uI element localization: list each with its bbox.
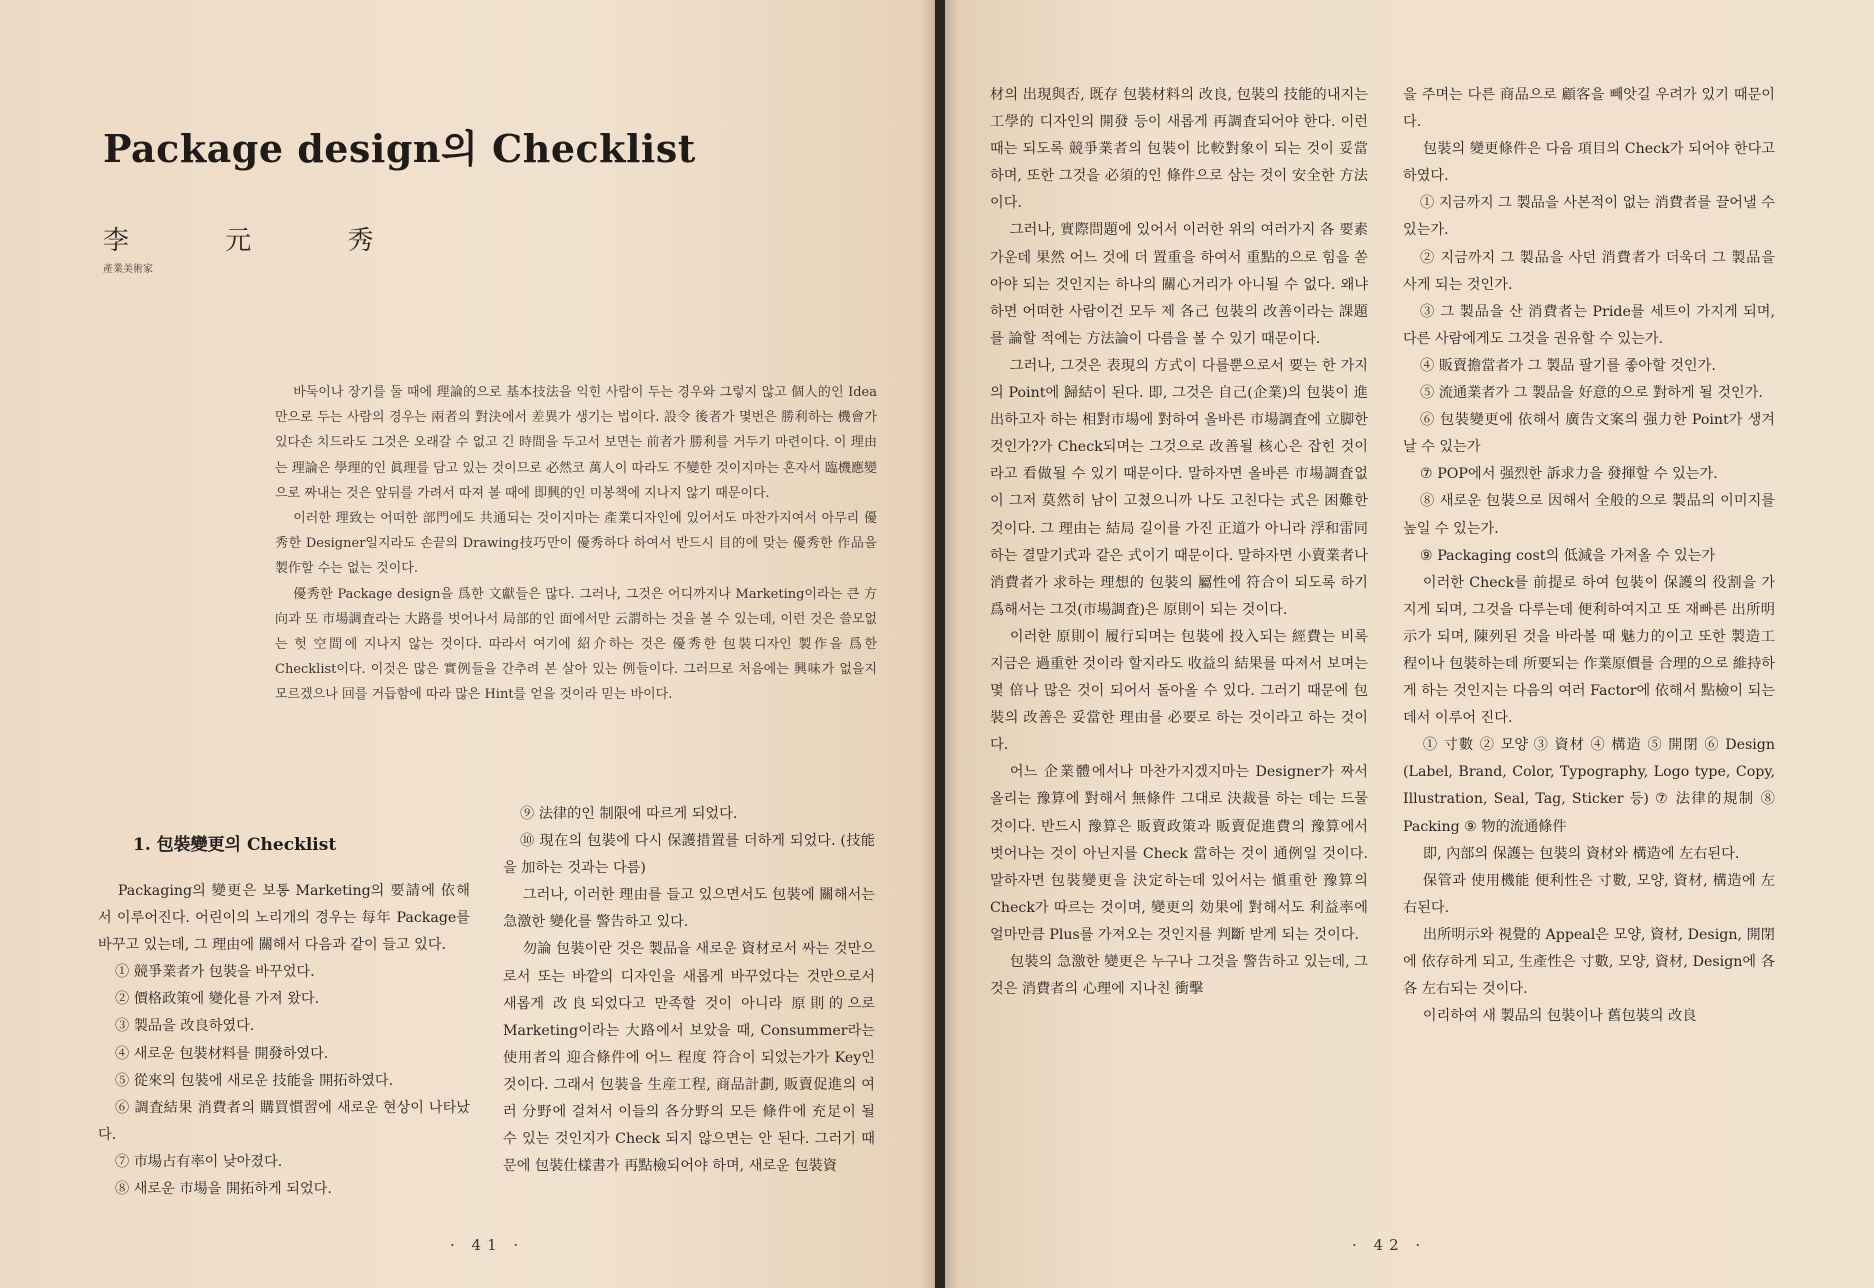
left-page	[0, 0, 935, 1288]
paragraph: 그러나, 이러한 理由를 들고 있으면서도 包裝에 關해서는 急激한 變化를 警告하고 있다.	[503, 887, 875, 931]
paragraph: 即, 內部의 保護는 包裝의 資材와 構造에 左右된다.	[1422, 845, 1740, 862]
list-item: ④ 새로운 包裝材料를 開發하였다.	[115, 1045, 329, 1062]
left-column-2	[503, 801, 875, 1180]
paragraph: 包裝의 變更條件은 다음 項目의 Check가 되어야 한다고 하였다.	[1403, 141, 1775, 185]
section-heading: 1. 包裝變更의 Checklist	[133, 835, 337, 855]
article-title: Package design의 Checklist	[103, 126, 696, 171]
list-item: ⑤ 從來의 包裝에 새로운 技能을 開拓하였다.	[115, 1072, 394, 1089]
paragraph: 어느 企業體에서나 마찬가지겠지마는 Designer가 짜서 올리는 豫算에 對해서 無條件 그대로 決裁를 하는 데는 드물 것이다. 반드시 豫算은 販賣政策과 販賣促進費의 豫算에서 벗어나는 것이 아닌지를 Check 當하는 것이 通例일 것이다. 말하자면 包裝變更을 決定하는데 있어서는 愼重한 豫算의 Check가 따르는 것이며, 變更의 効果에 對해서도 利益率에 얼마만큼 Plus를 가져오는 것인지를 判斷 받게 되는 것이다.	[990, 764, 1368, 943]
list-item: ① 競爭業者가 包裝을 바꾸었다.	[115, 964, 315, 981]
list-item: ④ 販賣擔當者가 그 製品 팔기를 좋아할 것인가.	[1420, 357, 1716, 374]
list-item: ③ 製品을 改良하였다.	[115, 1018, 255, 1035]
right-page	[945, 0, 1874, 1288]
right-column-2	[1403, 82, 1775, 1030]
list-item: ③ 그 製品을 산 消費者는 Pride를 세트이 가지게 되며, 다른 사람에게도 그것을 권유할 수 있는가.	[1403, 303, 1775, 347]
intro-paragraph: 바둑이나 장기를 둘 때에 理論的으로 基本技法을 익힌 사람이 두는 경우와 그렇지 않고 個人的인 Idea만으로 두는 사람의 경우는 兩者의 對決에서 差異가 생기는 법이다. 設令 後者가 몇번은 勝利하는 機會가 있다손 치드라도 그것은 오래갈 수 없고 긴 時間을 두고서 보면는 前者가 勝利를 거두기 마련이다. 이 理由는 理論은 學理的인 眞理를 담고 있는 것이므로 必然코 萬人이 따라도 不變한 것이지마는 혼자서 臨機應變으로 짜내는 것은 앞뒤를 가려서 따져 볼 때에 即興的인 미봉책에 지나지 않기 때문이다.	[275, 385, 877, 501]
list-item: ② 지금까지 그 製品을 사던 消費者가 더욱더 그 製品을 사게 되는 것인가.	[1403, 249, 1775, 293]
list-item: ⑧ 새로운 包裝으로 因해서 全般的으로 製品의 이미지를 높일 수 있는가.	[1403, 493, 1775, 537]
page-number: · 41 ·	[450, 1236, 525, 1254]
paragraph: 包裝의 急激한 變更은 누구나 그것을 警告하고 있는데, 그것은 消費者의 心理에 지나친 衝擊	[990, 954, 1368, 998]
gutter-shadow	[945, 0, 959, 1288]
author-name: 李 元 秀	[103, 226, 418, 256]
paragraph: 出所明示와 視覺的 Appeal은 모양, 資材, Design, 開閉에 依存하게 되고, 生產性은 寸數, 모양, 資材, Design에 各各 左右되는 것이다.	[1403, 926, 1775, 998]
paragraph: 그러나, 實際問題에 있어서 이러한 위의 여러가지 各 要素 가운데 果然 어느 것에 더 置重을 하여서 重點的으로 힘을 쏟아야 되는 것인지는 하나의 關心거리가 아니될 수 없다. 왜냐하면 어떠한 사람이건 모두 제 各己 包裝의 改善이라는 課題를 論할 적에는 方法論이 다름을 볼 수 있기 때문이다.	[990, 222, 1368, 347]
list-item: ⑤ 流通業者가 그 製品을 好意的으로 對하게 될 것인가.	[1420, 385, 1763, 402]
paragraph: Packaging의 變更은 보통 Marketing의 要請에 依해서 이루어진다. 어린이의 노리개의 경우는 每年 Package를 바꾸고 있는데, 그 理由에 關해서 다음과 같이 들고 있다.	[98, 883, 470, 954]
list-item: ⑦ POP에서 强烈한 訴求力을 發揮할 수 있는가.	[1420, 466, 1718, 483]
paragraph: 이리하여 새 製品의 包裝이나 舊包裝의 改良	[1422, 1008, 1697, 1025]
list-item: ⑧ 새로운 市場을 開拓하게 되었다.	[115, 1181, 332, 1198]
paragraph: 이러한 Check를 前提로 하여 包裝이 保護의 役割을 가지게 되며, 그것을 다루는데 便利하여지고 또 재빠른 出所明示가 되며, 陳列된 것을 바라볼 때 魅力的이고 또한 製造工程이나 包裝하는데 所要되는 作業原價를 合理的으로 維持하게 하는 것인지는 다음의 여러 Factor에 依해서 點檢이 되는 데서 이루어 진다.	[1403, 574, 1775, 727]
paragraph: ① 寸數 ② 모양 ③ 資材 ④ 構造 ⑤ 開閉 ⑥ Design (Label, Brand, Color, Typography, Logo type, Copy, Illustration, Seal, Tag, Sticker 등) ⑦ 法律的規制 ⑧ Packing ⑨ 物的流通條件	[1403, 737, 1775, 835]
list-item: ② 價格政策에 變化를 가져 왔다.	[115, 991, 320, 1008]
author-affiliation: 產業美術家	[103, 264, 153, 275]
page-number: · 42 ·	[1352, 1236, 1427, 1254]
gutter-shadow	[921, 0, 935, 1288]
paragraph: 그러나, 그것은 表現의 方式이 다를뿐으로서 要는 한 가지의 Point에 歸結이 된다. 即, 그것은 自己(企業)의 包裝이 進出하고자 하는 相對市場에 對하여 올바른 市場調査에 立脚한 것인가?가 Check되며는 그것으로 改善될 核心은 잡힌 것이라고 看做될 수 있기 때문이다. 말하자면 올바른 市場調査없이 그저 莫然히 남이 고쳤으니까 나도 고친다는 式은 困難한 것이다. 그 理由는 結局 길이를 가진 正道가 아니라 浮和雷同하는 결말기式과 같은 式이기 때문이다. 말하자면 小賣業者나 消費者가 求하는 理想的 包裝의 屬性에 符合이 되도록 하기 爲해서는 그것(市場調査)은 原則이 되는 것이다.	[990, 357, 1368, 618]
list-item: ⑩ 現在의 包裝에 다시 保護措置를 더하게 되었다. (技能을 加하는 것과는 다름)	[503, 833, 875, 877]
list-item: ⑥ 包裝變更에 依해서 廣告文案의 强力한 Point가 생겨날 수 있는가	[1403, 412, 1775, 456]
intro-paragraph: 優秀한 Package design을 爲한 文獻들은 많다. 그러나, 그것은 어디까지나 Marketing이라는 큰 方向과 또 市場調査라는 大路를 벗어나서 局部的인 面에서만 云謂하는 것을 볼 수 있는데, 이런 것은 쓸모없는 헛 空間에 지나지 않는 것이다. 따라서 여기에 紹介하는 것은 優秀한 包裝디자인 製作을 爲한 Checklist이다. 이것은 많은 實例들을 간추려 본 살아 있는 例들이다. 그러므로 처음에는 興味가 없을지 모르겠으나 回를 거듭함에 따라 많은 Hint를 얻을 것이라 믿는 바이다.	[275, 586, 877, 703]
intro-paragraph: 이러한 理致는 어떠한 部門에도 共通되는 것이지마는 產業디자인에 있어서도 마찬가지여서 아무리 優秀한 Designer일지라도 손끝의 Drawing技巧만이 優秀하다 하여서 반드시 目的에 맞는 優秀한 作品을 製作할 수는 없는 것이다.	[275, 511, 877, 577]
paragraph: 勿論 包裝이란 것은 製品을 새로운 資材로서 싸는 것만으로서 또는 바깥의 디자인을 새롭게 바꾸었다는 것만으로서 새롭게 改良되었다고 만족할 것이 아니라 原則的으로 Marketing이라는 大路에서 보았을 때, Consummer라는 使用者의 迎合條件에 어느 程度 符合이 되었는가가 Key인 것이다. 그래서 包裝을 生産工程, 商品計劃, 販賣促進의 여러 分野에 걸쳐서 이들의 各分野의 모든 條件에 充足이 될 수 있는 것인지가 Check 되지 않으면는 안 된다. 그러기 때문에 包裝仕樣書가 再點檢되어야 하며, 새로운 包裝資	[503, 941, 875, 1175]
paragraph: 保管과 使用機能 便利性은 寸數, 모양, 資材, 構造에 左右된다.	[1403, 872, 1775, 916]
list-item: ⑥ 調査結果 消費者의 購買慣習에 새로운 현상이 나타났다.	[98, 1099, 470, 1143]
list-item: ① 지금까지 그 製品을 사본적이 없는 消費者를 끌어낼 수 있는가.	[1403, 195, 1775, 239]
right-column-1	[990, 82, 1368, 1003]
paragraph: 을 주며는 다른 商品으로 顧客을 빼앗길 우려가 있기 때문이다.	[1403, 87, 1775, 131]
paragraph: 材의 出現與否, 既存 包裝材料의 改良, 包裝의 技能的내지는 工學的 디자인의 開發 등이 새롭게 再調査되어야 한다. 이런 때는 되도록 競爭業者의 包裝이 比較對象이 되는 것이 妥當하며, 또한 그것을 必須的인 條件으로 삼는 것이 安全한 方法이다.	[990, 87, 1368, 212]
intro-text	[275, 380, 877, 708]
list-item: ⑨ Packaging cost의 低減을 가져올 수 있는가	[1420, 547, 1716, 564]
paragraph: 이러한 原則이 履行되며는 包裝에 投入되는 經費는 비록 지금은 過重한 것이라 할지라도 收益의 結果를 따져서 보며는 몇 倍나 많은 것이 되어서 돌아올 수 있다. 그러기 때문에 包裝의 改善은 妥當한 理由를 必要로 하는 것이라고 하는 것이다.	[990, 628, 1368, 754]
list-item: ⑨ 法律的인 制限에 따르게 되었다.	[520, 806, 738, 822]
list-item: ⑦ 市場占有率이 낮아졌다.	[115, 1153, 283, 1170]
left-column-1	[98, 878, 470, 1203]
